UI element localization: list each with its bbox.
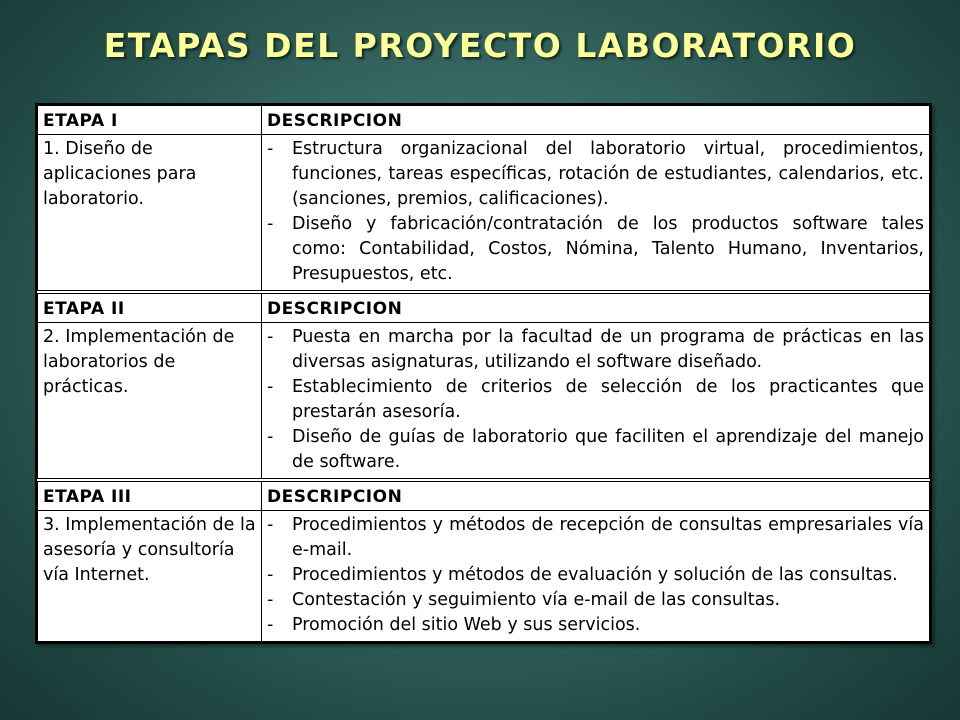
stage-2-content-row	[38, 323, 930, 481]
stage-1-items	[267, 137, 924, 287]
stage-2-item: - Diseño de guías de laboratorio que faciliten el aprendizaje del manejo de software.	[267, 425, 924, 475]
stages-table-container	[35, 103, 932, 644]
stage-3-header: ETAPA III	[38, 480, 262, 511]
stage-1-description-header: DESCRIPCION	[262, 106, 930, 135]
stage-1-header: ETAPA I	[38, 106, 262, 135]
stage-3-description-header: DESCRIPCION	[262, 480, 930, 511]
stage-1-header-row	[38, 106, 930, 135]
stage-2-header-row	[38, 292, 930, 323]
stage-3-items	[267, 513, 924, 638]
stage-3-content-row	[38, 511, 930, 642]
stage-2-description-header: DESCRIPCION	[262, 292, 930, 323]
stage-3-name: 3. Implementación de la asesoría y consultoría vía Internet.	[38, 511, 262, 642]
stages-table	[37, 105, 930, 642]
stage-2-items	[267, 325, 924, 475]
page-title: ETAPAS DEL PROYECTO LABORATORIO	[103, 26, 857, 65]
stage-3-item: - Contestación y seguimiento vía e-mail de las consultas.	[267, 588, 924, 613]
stage-3-item: - Promoción del sitio Web y sus servicios.	[267, 613, 924, 638]
stage-2-header: ETAPA II	[38, 292, 262, 323]
stage-1-name: 1. Diseño de aplicaciones para laboratorio.	[38, 135, 262, 293]
stage-2-name: 2. Implementación de laboratorios de prácticas.	[38, 323, 262, 481]
stage-2-item: - Puesta en marcha por la facultad de un programa de prácticas en las diversas asignaturas, utilizando el software diseñado.	[267, 325, 924, 375]
stage-1-item: - Diseño y fabricación/contratación de los productos software tales como: Contabilidad, Costos, Nómina, Talento Humano, Inventarios, Presupuestos, etc.	[267, 212, 924, 287]
stage-3-header-row	[38, 480, 930, 511]
stage-3-description	[262, 511, 930, 642]
stage-1-content-row	[38, 135, 930, 293]
stage-2-item: - Establecimiento de criterios de selección de los practicantes que prestarán asesoría.	[267, 375, 924, 425]
stage-3-item: - Procedimientos y métodos de recepción de consultas empresariales vía e-mail.	[267, 513, 924, 563]
stage-3-item: - Procedimientos y métodos de evaluación y solución de las consultas.	[267, 563, 924, 588]
stage-2-description	[262, 323, 930, 481]
stage-1-description	[262, 135, 930, 293]
stage-1-item: - Estructura organizacional del laboratorio virtual, procedimientos, funciones, tareas específicas, rotación de estudiantes, calendarios, etc. (sanciones, premios, calificaciones).	[267, 137, 924, 212]
